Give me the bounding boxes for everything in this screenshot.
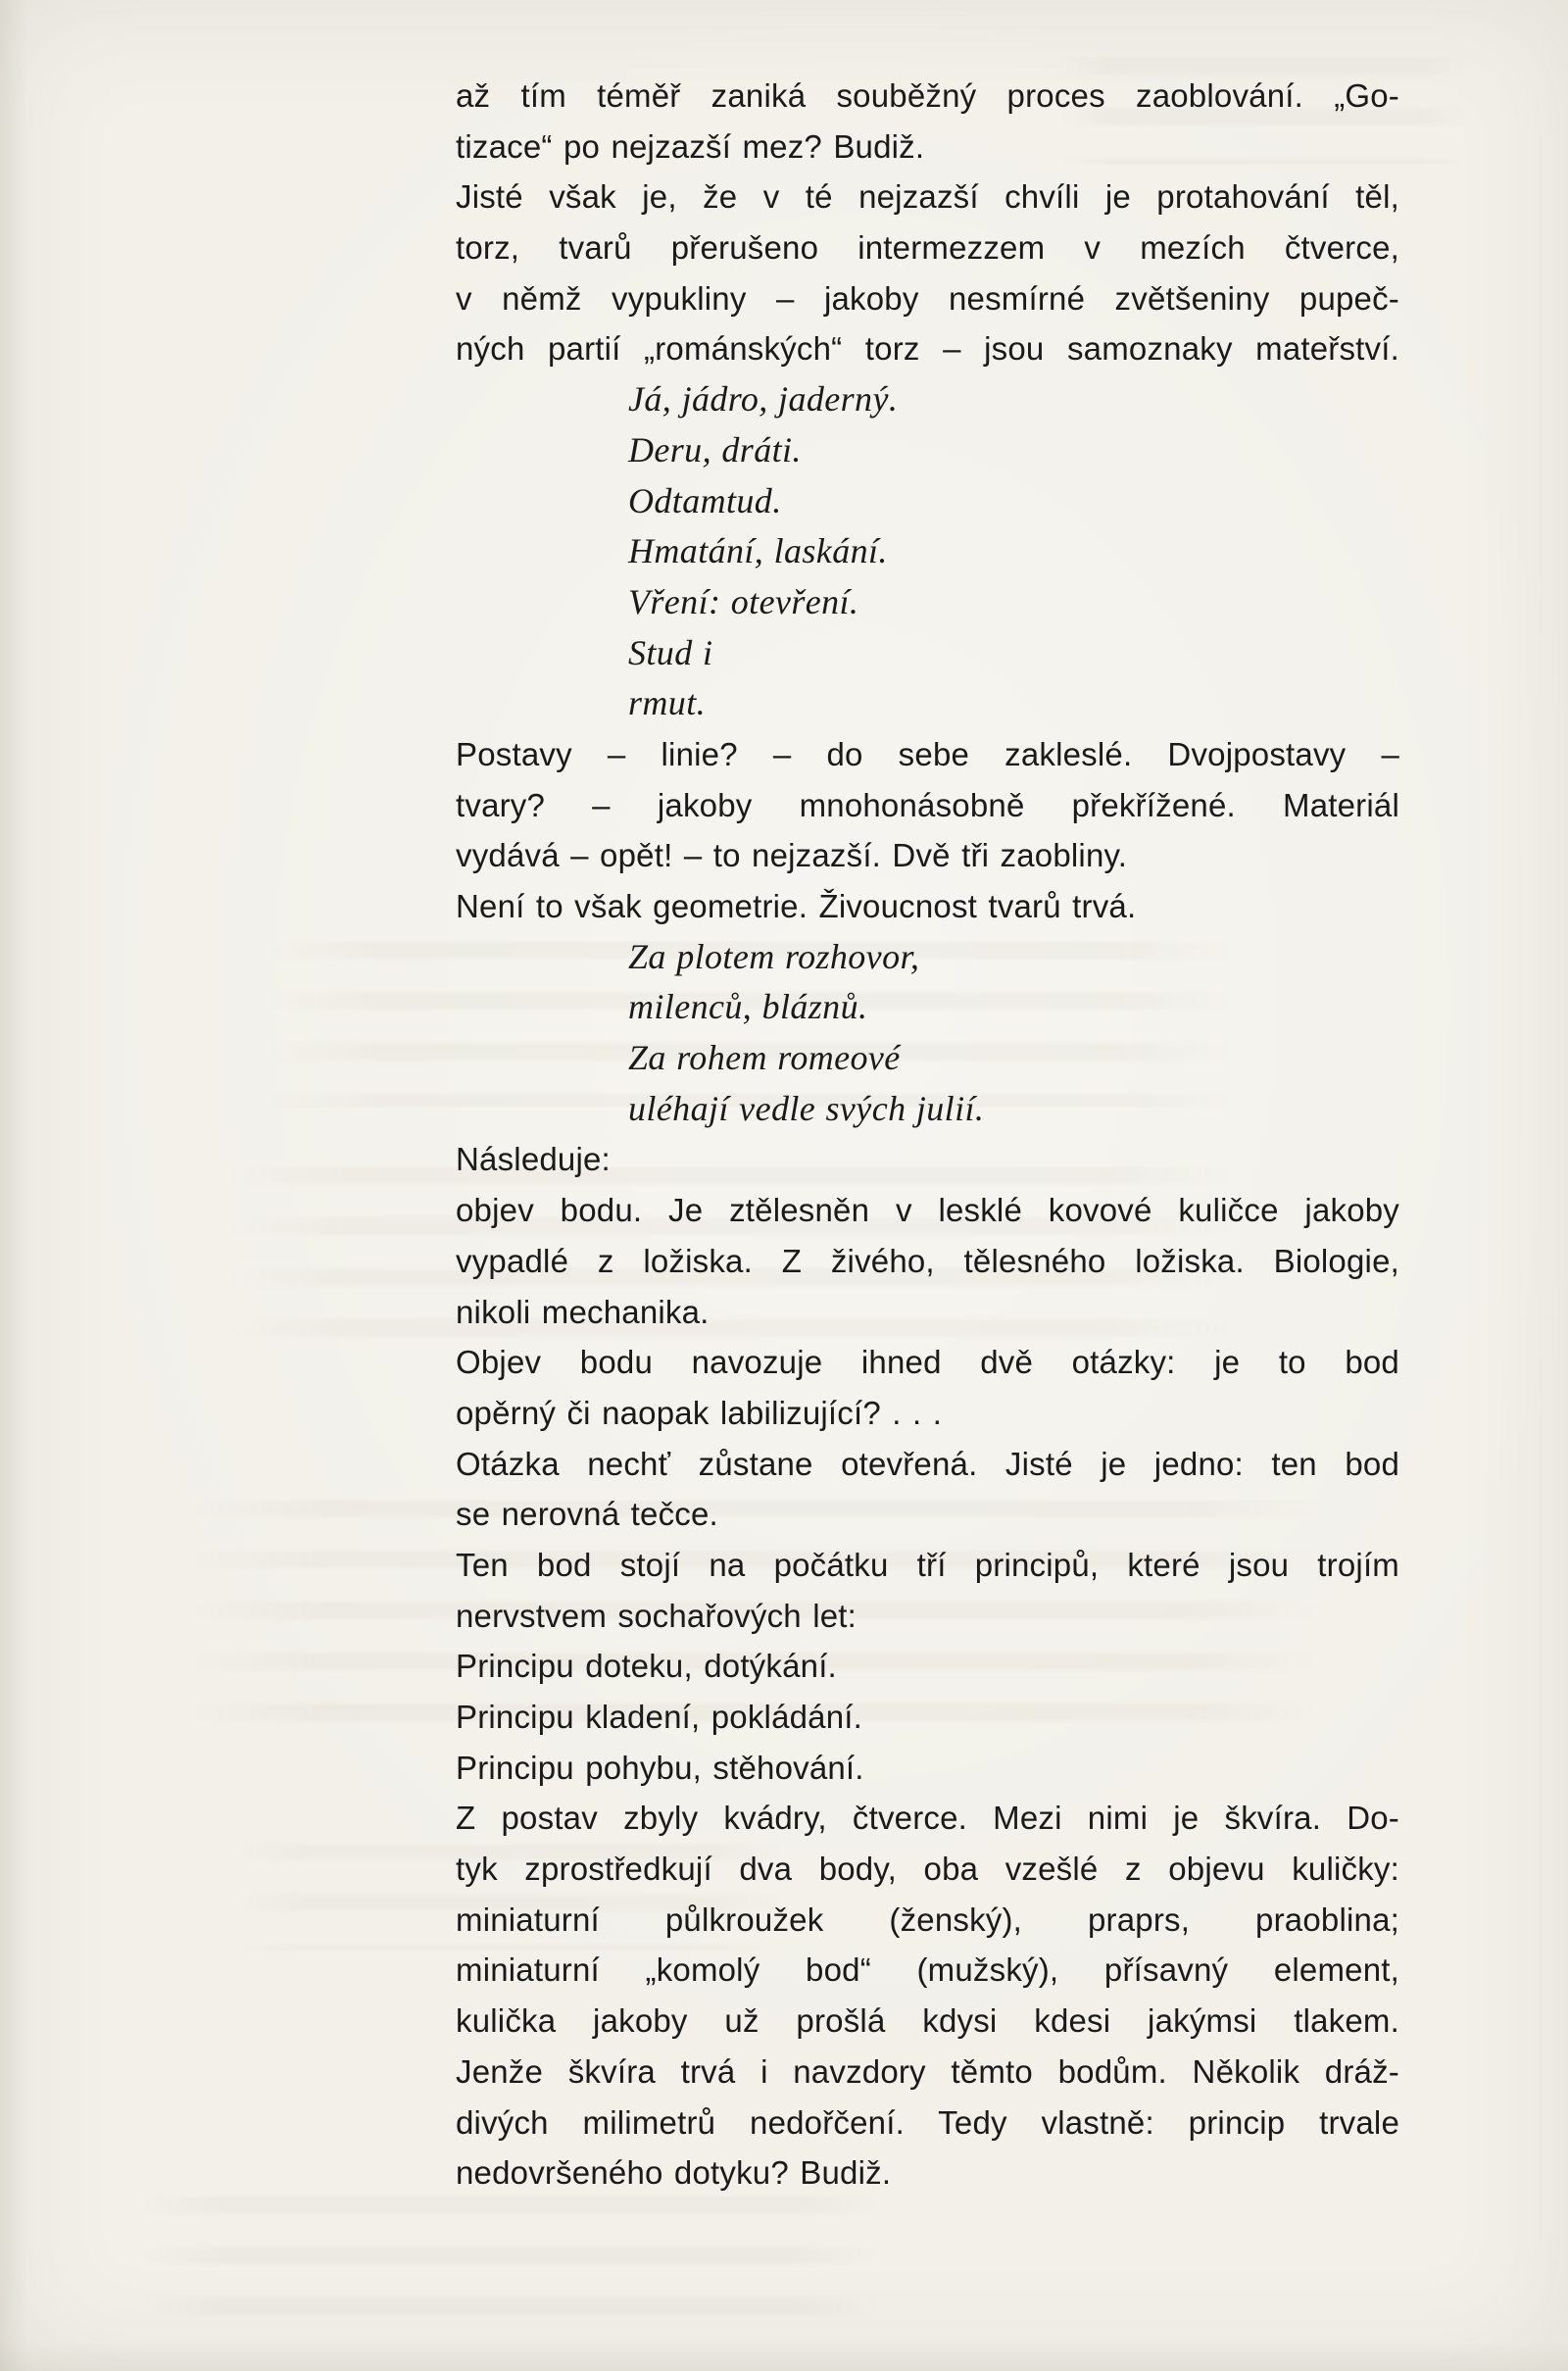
text-line: Hmatání, laskání. (628, 531, 888, 571)
text-line: miniaturní „komolý bod“ (mužský), přísavný element, (456, 1951, 1399, 1989)
text-line: torz, tvarů přerušeno intermezzem v mezích čtverce, (456, 229, 1399, 267)
text-line: Ten bod stojí na počátku tří principů, které jsou trojím (456, 1546, 1399, 1583)
text-line: uléhají vedle svých julií. (628, 1088, 985, 1128)
text-line: divých milimetrů nedořčení. Tedy vlastně: princip trvale (456, 2103, 1399, 2141)
text-line: objev bodu. Je ztělesněn v lesklé kovové kuličce jakoby (456, 1192, 1399, 1229)
text-line: Postavy – linie? – do sebe zakleslé. Dvojpostavy – (456, 735, 1399, 772)
text-line: až tím téměř zaniká souběžný proces zaoblování. „Go- (456, 77, 1399, 114)
text-line: se nerovná tečce. (456, 1496, 718, 1533)
text-line: Za plotem rozhovor, (628, 936, 920, 976)
text-line: milenců, bláznů. (628, 987, 868, 1027)
text-line: miniaturní půlkroužek (ženský), praprs, praoblina; (456, 1901, 1399, 1938)
text-line: nervstvem sochařových let: (456, 1597, 858, 1634)
text-line: Za rohem romeové (628, 1038, 901, 1078)
text-line: tyk zprostředkují dva body, oba vzešlé z objevu kuličky: (456, 1851, 1399, 1888)
text-line: v němž vypukliny – jakoby nesmírné zvětšeniny pupeč- (456, 279, 1399, 317)
text-line: Já, jádro, jaderný. (628, 379, 899, 420)
text-line: nedovršeného dotyku? Budiž. (456, 2154, 892, 2192)
text-line: Z postav zbyly kvádry, čtverce. Mezi nimi je škvíra. Do- (456, 1800, 1399, 1837)
text-line: Jenže škvíra trvá i navzdory těmto bodům. Několik dráž- (456, 2052, 1399, 2090)
text-line: Objev bodu navozuje ihned dvě otázky: je to bod (456, 1344, 1399, 1381)
text-line: Deru, dráti. (628, 429, 802, 469)
text-line: Odtamtud. (628, 480, 782, 520)
text-line: nikoli mechanika. (456, 1293, 710, 1330)
text-line: kulička jakoby už prošlá kdysi kdesi jakýmsi tlakem. (456, 2002, 1399, 2040)
text-line: Není to však geometrie. Živoucnost tvarů trvá. (456, 888, 1137, 924)
text-line: Následuje: (456, 1141, 611, 1178)
text-line: tvary? – jakoby mnohonásobně překřížené. Materiál (456, 786, 1399, 823)
text-block (456, 71, 1399, 2198)
text-line: Principu pohybu, stěhování. (456, 1749, 864, 1786)
text-line: Principu doteku, dotýkání. (456, 1648, 837, 1685)
show-through-smudge (137, 2196, 882, 2343)
text-line: vydává – opět! – to nejzazší. Dvě tři zaobliny. (456, 837, 1128, 874)
text-line: Principu kladení, pokládání. (456, 1699, 863, 1735)
text-line: Otázka nechť zůstane otevřená. Jisté je jedno: ten bod (456, 1445, 1399, 1482)
text-line: Stud i (628, 632, 713, 672)
text-line: ných partií „románských“ torz – jsou samoznaky mateřství. (456, 330, 1399, 368)
text-line: opěrný či naopak labilizující? . . . (456, 1394, 943, 1431)
text-line: vypadlé z ložiska. Z živého, tělesného ložiska. Biologie, (456, 1242, 1399, 1279)
text-line: tizace“ po nejzazší mez? Budiž. (456, 127, 925, 165)
text-line: Jisté však je, že v té nejzazší chvíli je protahování těl, (456, 178, 1399, 216)
text-line: rmut. (628, 683, 707, 723)
text-line: Vření: otevření. (628, 581, 859, 621)
